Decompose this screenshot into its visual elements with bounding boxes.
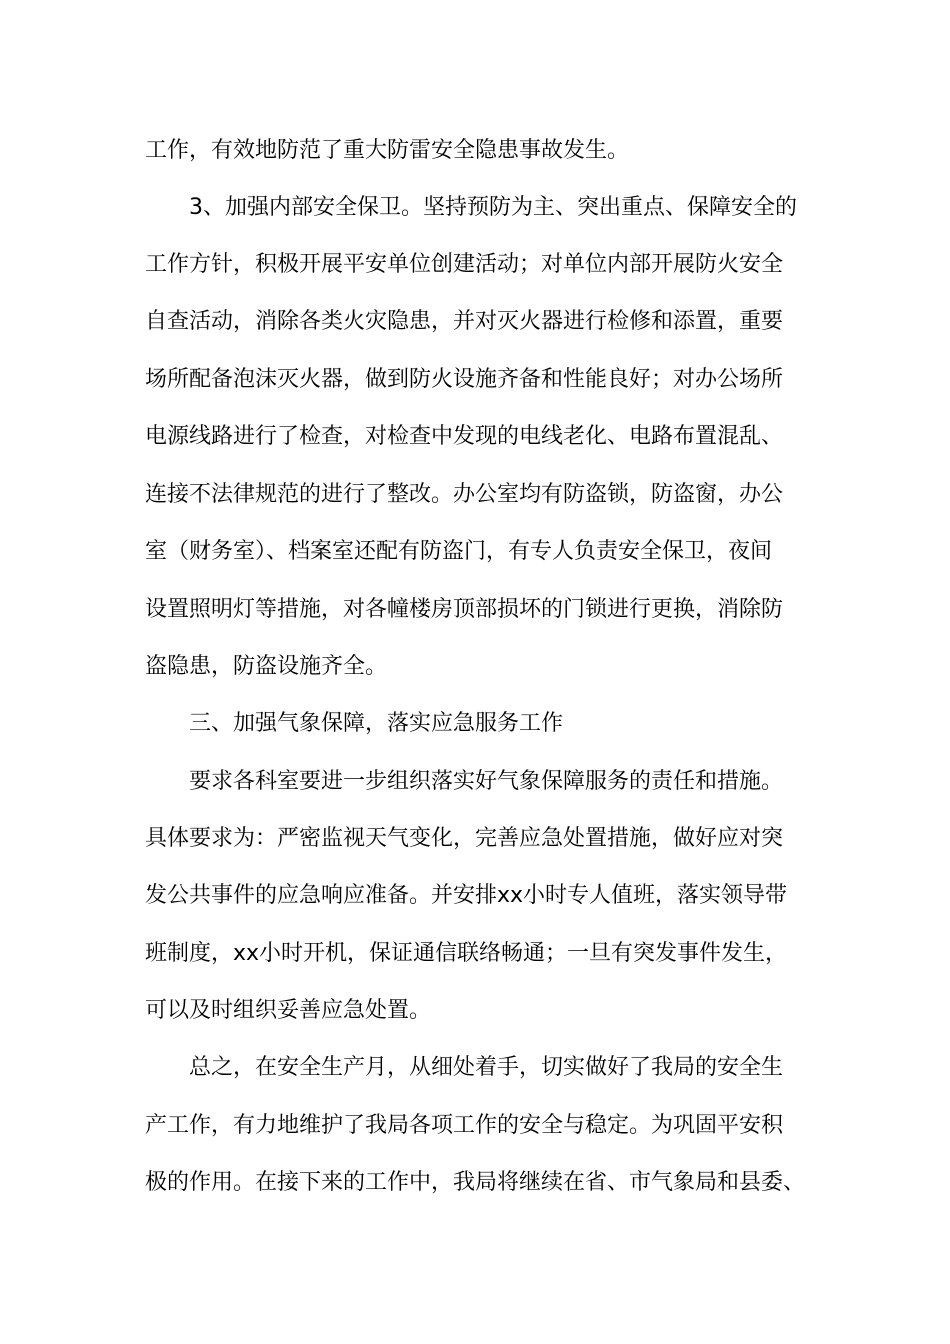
text-line: 总之，在安全生产月，从细处着手，切实做好了我局的安全生	[189, 1055, 784, 1080]
text-line: 工作，有效地防范了重大防雷安全隐患事故发生。	[145, 138, 630, 163]
text-line: 班制度，xx小时开机，保证通信联络畅通；一旦有突发事件发生，	[145, 941, 788, 966]
text-line: 盗隐患，防盗设施齐全。	[145, 654, 388, 679]
text-line: 场所配备泡沫灭火器，做到防火设施齐备和性能良好；对办公场所	[145, 367, 784, 392]
section-heading: 三、加强气象保障，落实应急服务工作	[189, 711, 564, 736]
text-line: 极的作用。在接下来的工作中，我局将继续在省、市气象局和县委、	[145, 1170, 806, 1195]
text-line: 发公共事件的应急响应准备。并安排xx小时专人值班，落实领导带	[145, 883, 788, 908]
text-line: 可以及时组织妥善应急处置。	[145, 998, 432, 1023]
text-line: 自查活动，消除各类火灾隐患，并对灭火器进行检修和添置，重要	[145, 309, 784, 334]
text-line: 3、加强内部安全保卫。坚持预防为主、突出重点、保障安全的	[189, 195, 797, 220]
text-line: 具体要求为：严密监视天气变化，完善应急处置措施，做好应对突	[145, 826, 784, 851]
text-line: 设置照明灯等措施，对各幢楼房顶部损坏的门锁进行更换，消除防	[145, 597, 784, 622]
text-line: 室（财务室）、档案室还配有防盗门，有专人负责安全保卫，夜间	[145, 539, 773, 564]
text-line: 电源线路进行了检查，对检查中发现的电线老化、电路布置混乱、	[145, 424, 784, 449]
text-line: 连接不法律规范的进行了整改。办公室均有防盗锁，防盗窗，办公	[145, 482, 784, 507]
text-line: 要求各科室要进一步组织落实好气象保障服务的责任和措施。	[189, 769, 784, 794]
text-line: 工作方针，积极开展平安单位创建活动；对单位内部开展防火安全	[145, 252, 784, 277]
text-line: 产工作，有力地维护了我局各项工作的安全与稳定。为巩固平安积	[145, 1113, 784, 1138]
